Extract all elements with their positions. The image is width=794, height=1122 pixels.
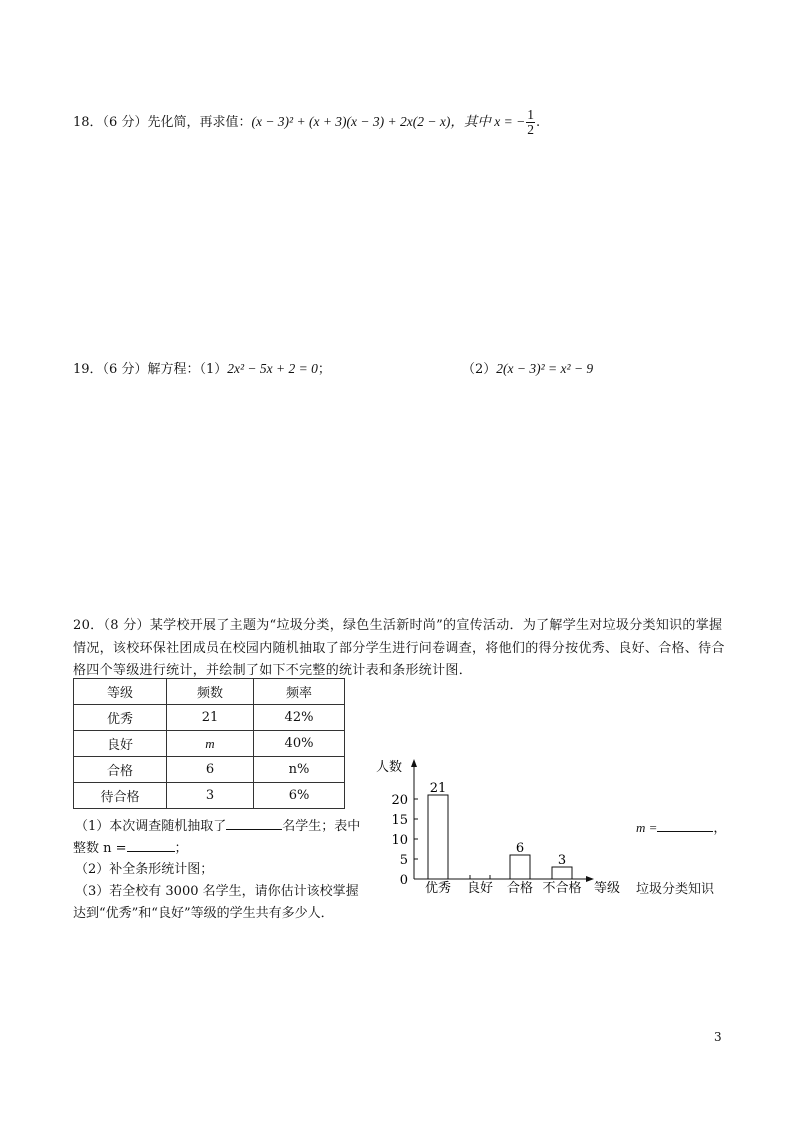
sub1-text-c: 整数 n = — [73, 841, 127, 856]
q19-label2: （2） — [462, 362, 497, 377]
sub1-text-a: （1）本次调查随机抽取了 — [75, 819, 227, 834]
q18-expression: (x − 3)² + (x + 3)(x − 3) + 2x(2 − x) — [251, 114, 451, 129]
q18-condition: ，其中 x = − — [450, 114, 526, 129]
table-cell: 优秀 — [74, 705, 167, 731]
y-tick-label: 20 — [391, 793, 408, 808]
y-tick-label: 0 — [399, 873, 408, 888]
table-cell: 42% — [254, 705, 345, 731]
table-cell: 6 — [167, 757, 254, 783]
data-label: 21 — [429, 781, 447, 796]
question-19-part2 — [462, 358, 593, 377]
subquestion-1-m — [636, 817, 726, 836]
table-row — [74, 783, 345, 809]
q18-end: . — [535, 115, 541, 130]
y-tick-label: 10 — [391, 833, 408, 848]
frequency-table — [73, 678, 345, 809]
answer-blank-n[interactable] — [127, 838, 175, 852]
table-cell: m — [167, 731, 254, 757]
sub1-text-b: 名学生；表中 — [282, 819, 361, 834]
table-cell: 6% — [254, 783, 345, 809]
category-label: 不合格 — [542, 881, 582, 896]
category-label: 良好 — [466, 881, 494, 896]
q19-equation-2: 2(x − 3)² = x² − 9 — [496, 361, 594, 376]
table-cell: 待合格 — [74, 783, 167, 809]
chart-caption: 垃圾分类知识 — [636, 882, 715, 897]
question-20-intro: 20．（8 分）某学校开展了主题为“垃圾分类，绿色生活新时尚”的宣传活动．为了解学生对垃圾分类知识的掌握情况，该校环保社团成员在校园内随机抽取了部分学生进行问卷调查，将他们的得分按优秀、良好、合格、待合格四个等级进行统计，并绘制了如下不完整的统计表和条形统计图． — [73, 618, 725, 678]
table-header: 等级 — [74, 679, 167, 705]
subquestion-1 — [75, 815, 360, 834]
q19-equation-1: 2x² − 5x + 2 = 0 — [227, 361, 318, 376]
table-cell: n% — [254, 757, 345, 783]
data-label: 3 — [557, 853, 567, 868]
bar-2 — [510, 855, 530, 879]
question-18 — [73, 108, 540, 137]
q19-sep: ； — [317, 362, 331, 377]
x-axis-arrow — [586, 876, 594, 882]
table-cell: 良好 — [74, 731, 167, 757]
table-row — [74, 731, 345, 757]
q18-label: 18．（6 分）先化简，再求值： — [73, 115, 252, 130]
x-axis-label: 等级 — [594, 881, 621, 896]
answer-blank-m[interactable] — [657, 818, 713, 832]
q18-fraction — [526, 108, 535, 137]
q19-label: 19．（6 分）解方程：（1） — [73, 362, 228, 377]
answer-blank-count[interactable] — [226, 816, 282, 830]
table-header: 频率 — [254, 679, 345, 705]
data-label: 6 — [515, 841, 525, 856]
table-cell: 3 — [167, 783, 254, 809]
chart-layer — [376, 759, 620, 896]
table-cell: 21 — [167, 705, 254, 731]
table-row — [74, 757, 345, 783]
y-axis-label: 人数 — [376, 760, 403, 775]
category-label: 合格 — [506, 881, 534, 896]
table-header: 频数 — [167, 679, 254, 705]
table-cell: 合格 — [74, 757, 167, 783]
y-tick-label: 5 — [399, 853, 408, 868]
fraction-denominator: 2 — [527, 122, 534, 137]
fraction-numerator: 1 — [527, 107, 534, 122]
y-axis-arrow — [411, 759, 417, 767]
question-19 — [73, 358, 331, 377]
bar-3 — [552, 867, 572, 879]
bar-0 — [428, 795, 448, 879]
m-end: ， — [713, 821, 727, 836]
table-row — [74, 705, 345, 731]
subquestion-1-n — [73, 837, 188, 856]
m-label: m = — [636, 820, 658, 835]
table-cell: 40% — [254, 731, 345, 757]
bar-chart — [370, 755, 621, 905]
y-tick-label: 15 — [391, 813, 408, 828]
category-label: 优秀 — [424, 881, 452, 896]
table-header-row — [74, 679, 345, 705]
subquestion-2: （2）补全条形统计图； — [75, 862, 214, 877]
sub1-text-d: ； — [174, 841, 188, 856]
subquestion-3-line1: （3）若全校有 3000 名学生，请你估计该校掌握 — [75, 884, 359, 899]
page-number: 3 — [714, 1030, 722, 1044]
subquestion-3-line2: 达到“优秀”和“良好”等级的学生共有多少人． — [73, 906, 334, 921]
